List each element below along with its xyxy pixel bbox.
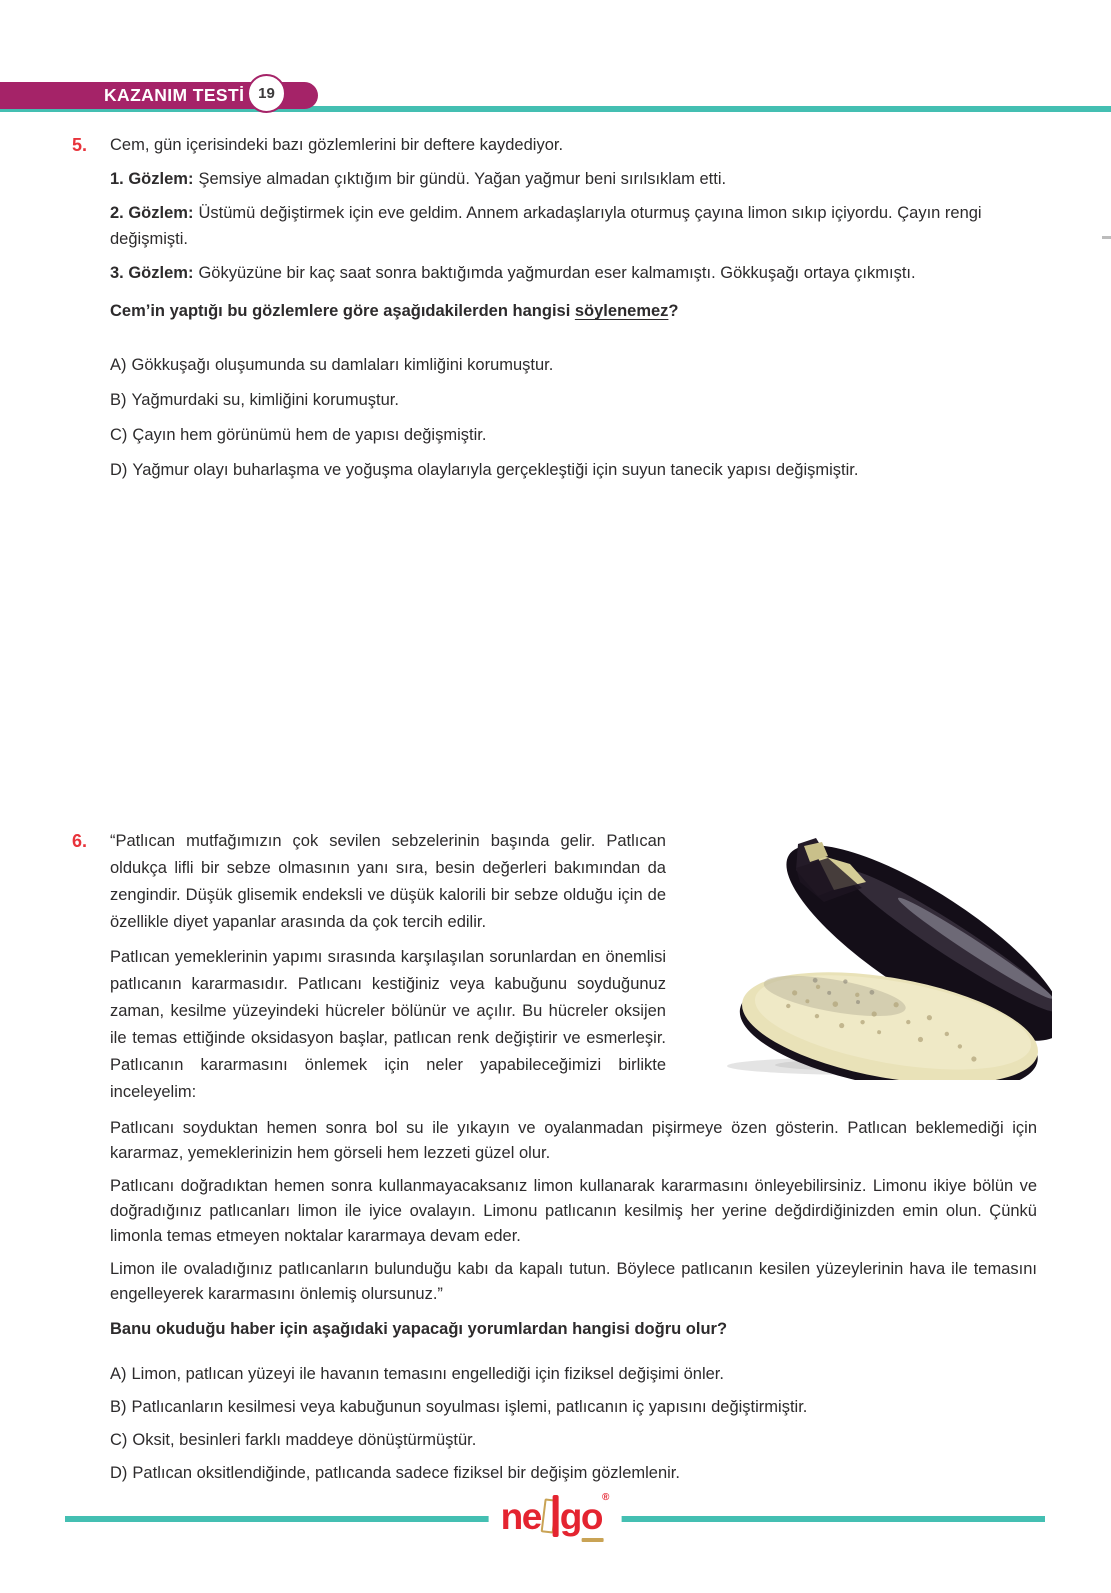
observation-2-label: 2. Gözlem: [110, 204, 194, 222]
question-6-paragraph-2: Patlıcan yemeklerinin yapımı sırasında karşılaşılan sorunlardan en önemlisi patlıcanın kararmasıdır. Patlıcanı kestiğiniz veya kabuğunu soyduğunuz zaman, kesilme yüzeyindeki hücreler bölünür ve açılır. Bu hücreler oksijen ile temas ettiğinde oksidasyon başlar, patlıcan renk değiştirir ve esmerleşir. Patlıcanın kararmasını önlemek için neler yapabileceğimizi birlikte inceleyelim: [110, 948, 666, 1101]
logo-go-text: go [559, 1495, 603, 1537]
question-6-option-c [110, 1428, 1037, 1453]
question-5-body [110, 132, 1037, 492]
question-6-stem: Banu okuduğu haber için aşağıdaki yapacağı yorumlardan hangisi doğru olur? [110, 1320, 728, 1338]
option-d-text: Yağmur olayı buharlaşma ve yoğuşma olaylarıyla gerçekleştiği için suyun tanecik yapısı değişmiştir. [132, 461, 859, 479]
question-5-option-c [110, 422, 1037, 448]
observation-3 [110, 260, 1037, 286]
question-6-paragraph-1: “Patlıcan mutfağımızın çok sevilen sebzelerinin başında gelir. Patlıcan oldukça lifli bir sebze olmasının yanı sıra, besin değerleri bakımından da zengindir. Düşük glisemik endeksli ve düşük kalorili bir sebze olduğu için de özellikle diyet yapanlar arasında da çok tercih edilir. [110, 832, 666, 931]
eggplant-photo [720, 838, 1052, 1080]
question-5-option-a [110, 352, 1037, 378]
test-title: KAZANIM TESTİ [104, 85, 245, 105]
option-a-text: Limon, patlıcan yüzeyi ile havanın temasını engellediği için fiziksel değişimi önler. [131, 1365, 724, 1383]
observation-1-text: Şemsiye almadan çıktığım bir gündü. Yağan yağmur beni sırılsıklam etti. [198, 170, 727, 188]
logo-subtext-mark [581, 1538, 603, 1542]
nego-logo [489, 1488, 622, 1544]
question-6-option-d [110, 1461, 1037, 1486]
observation-2 [110, 200, 1037, 252]
option-d-label: D) [110, 1464, 128, 1482]
question-5-stem-prefix: Cem’in yaptığı bu gözlemlere göre aşağıdakilerden hangisi [110, 302, 575, 320]
observation-1 [110, 166, 1037, 192]
option-b-label: B) [110, 1398, 127, 1416]
question-5-options [110, 352, 1037, 483]
question-5-stem [110, 298, 1037, 324]
option-b-text: Patlıcanların kesilmesi veya kabuğunun soyulması işlemi, patlıcanın iç yapısını değiştirmiştir. [131, 1398, 808, 1416]
option-a-text: Gökkuşağı oluşumunda su damlaları kimliğini korumuştur. [131, 356, 554, 374]
question-5-option-b [110, 387, 1037, 413]
question-6-option-b [110, 1395, 1037, 1420]
question-6-option-a [110, 1362, 1037, 1387]
test-number-badge [247, 74, 286, 113]
question-6-text-column [110, 828, 666, 1106]
question-6-paragraph-5: Limon ile ovaladığınız patlıcanların bulunduğu kabı da kapalı tutun. Böylece patlıcanın kesilen yüzeylerinin hava ile temasını engelleyerek kararmasını önlemiş olursunuz.” [110, 1260, 1037, 1303]
question-6-paragraph-4: Patlıcanı doğradıktan hemen sonra kullanmayacaksanız limon kullanarak kararmasını önleyebilirsiniz. Limonu ikiye bölün ve doğradığınız patlıcanları limon ile iyice ovalayın. Limonu patlıcanın kesilmiş her yerine değdirdiğinizden emin olun. Çünkü limonla temas etmeyen noktalar kararmaya devam eder. [110, 1177, 1037, 1245]
option-c-text: Oksit, besinleri farklı maddeye dönüştürmüştür. [132, 1431, 477, 1449]
question-6-paragraph-3: Patlıcanı soyduktan hemen sonra bol su ile yıkayın ve oyalanmadan pişirmeye özen gösterin. Patlıcan beklemediği için kararmaz, yemeklerinizin hem görseli hem lezzeti güzel olur. [110, 1119, 1037, 1162]
margin-tick [1102, 236, 1111, 239]
option-a-label: A) [110, 1365, 127, 1383]
question-6-number: 6. [72, 831, 88, 851]
question-5-stem-underlined: söylenemez [574, 302, 669, 320]
logo-book-icon [543, 1497, 558, 1535]
question-5-number: 5. [72, 135, 88, 155]
observation-2-text: Üstümü değiştirmek için eve geldim. Annem arkadaşlarıyla oturmuş çayına limon sıkıp içiyordu. Çayın rengi değişmişti. [110, 204, 982, 248]
observation-1-label: 1. Gözlem: [110, 170, 194, 188]
option-d-text: Patlıcan oksitlendiğinde, patlıcanda sadece fiziksel bir değişim gözlemlenir. [132, 1464, 680, 1482]
option-b-text: Yağmurdaki su, kimliğini korumuştur. [131, 391, 399, 409]
registered-trademark-icon: ® [602, 1492, 610, 1503]
option-d-label: D) [110, 461, 128, 479]
observation-3-label: 3. Gözlem: [110, 264, 194, 282]
option-c-text: Çayın hem görünümü hem de yapısı değişmiştir. [132, 426, 487, 444]
option-b-label: B) [110, 391, 127, 409]
logo-ne-text: ne [500, 1495, 541, 1537]
question-5 [72, 132, 1047, 492]
observation-3-text: Gökyüzüne bir kaç saat sonra baktığımda yağmurdan eser kalmamıştı. Gökkuşağı ortaya çıkmıştı. [198, 264, 916, 282]
option-c-label: C) [110, 426, 128, 444]
question-5-option-d [110, 457, 1037, 483]
option-a-label: A) [110, 356, 127, 374]
question-5-stem-suffix: ? [668, 302, 679, 320]
test-number: 19 [258, 85, 275, 102]
option-c-label: C) [110, 1431, 128, 1449]
question-6-options [110, 1362, 1037, 1486]
question-5-intro: Cem, gün içerisindeki bazı gözlemlerini bir deftere kaydediyor. [110, 136, 564, 154]
